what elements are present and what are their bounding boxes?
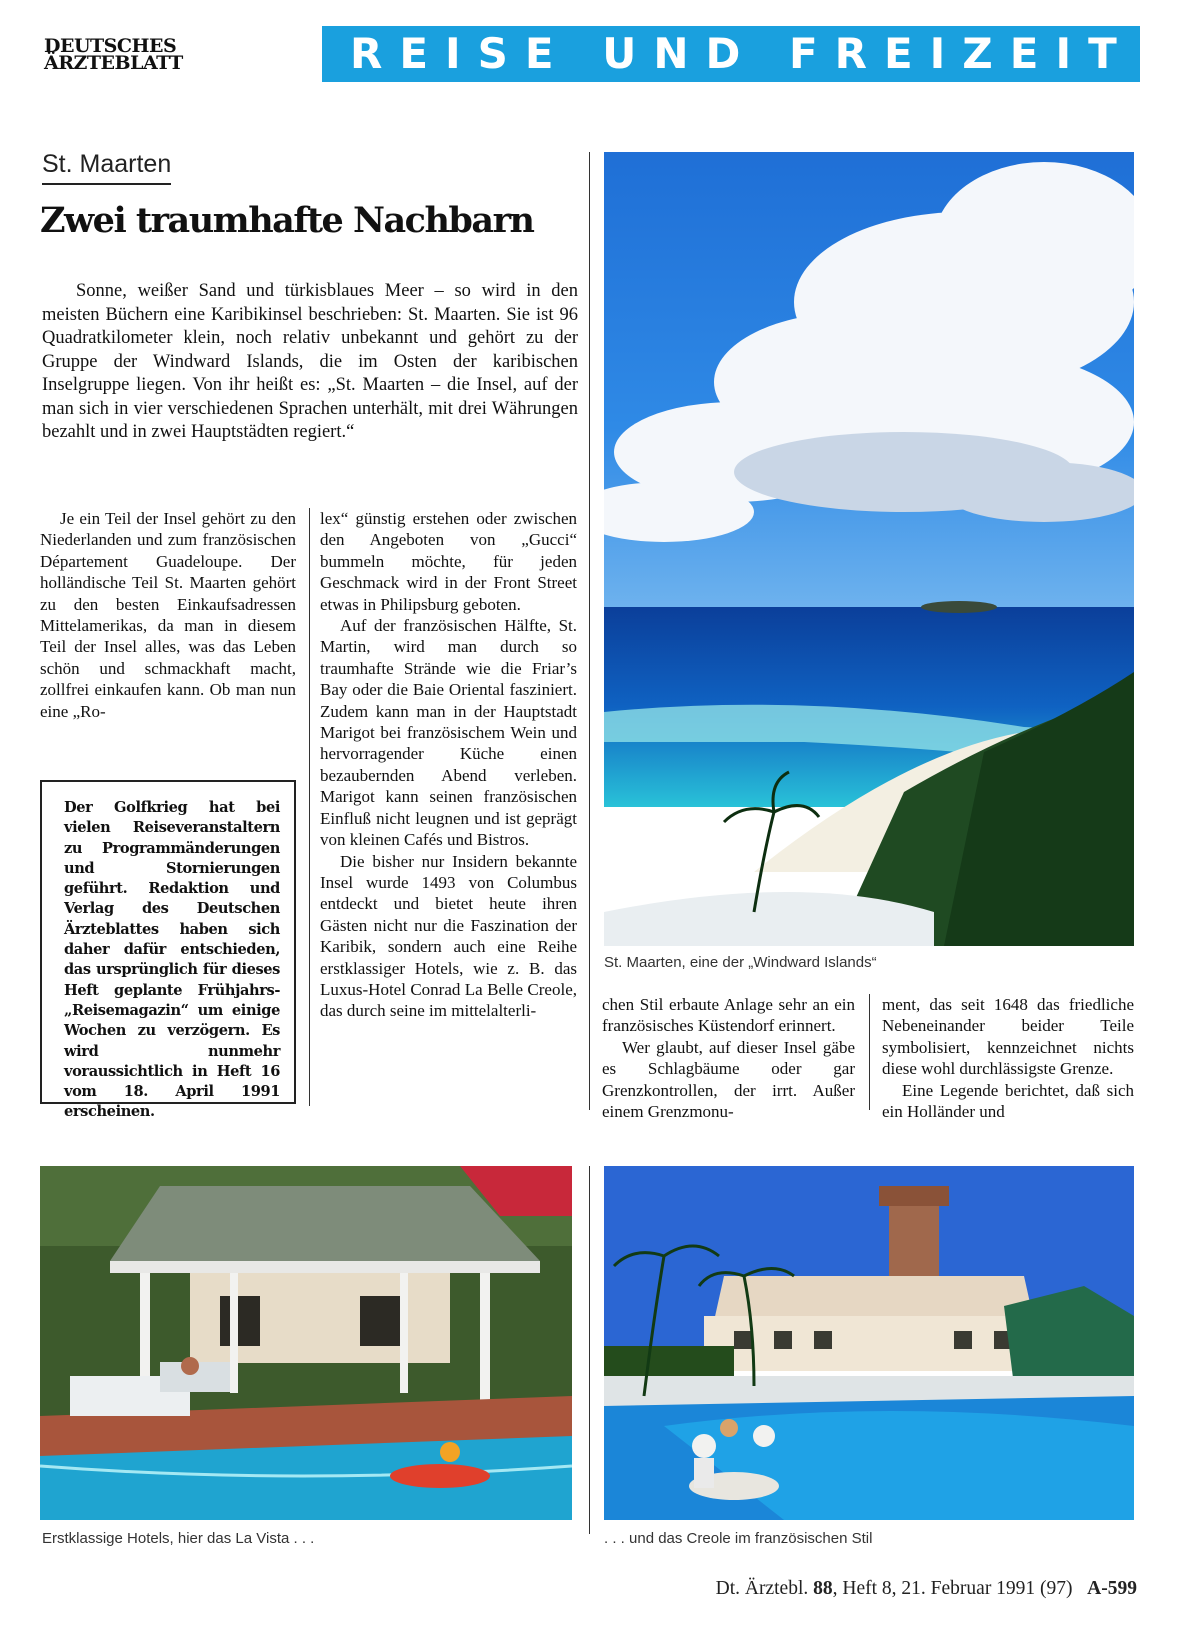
page-footer	[716, 1578, 1137, 1600]
creole-photo-illustration	[604, 1166, 1134, 1520]
la-vista-hotel-photo	[40, 1166, 572, 1520]
article-headline: Zwei traumhafte Nachbarn	[40, 200, 534, 241]
footer-journal: Dt. Ärztebl.	[715, 1578, 809, 1599]
footer-page-number: A-599	[1087, 1578, 1137, 1599]
notice-text: Der Golfkrieg hat bei vielen Reiseveranstaltern zu Programmänderungen und Stornierungen geführt. Redaktion und Verlag des Deutschen Ärzteblattes haben sich daher dafür entschieden, das ursprünglich für dieses Heft geplante Frühjahrs-„Reisemagazin“ um einige Wochen zu verzögern. Es wird nunmehr voraussichtlich in Heft 16 vom 18. April 1991 erscheinen.	[64, 799, 280, 1121]
column-rule-2	[589, 152, 590, 1110]
beach-photo-illustration	[604, 152, 1134, 946]
column-3-paragraph-1: chen Stil erbaute Anlage sehr an ein französisches Küstendorf erinnert.	[602, 995, 855, 1036]
column-rule-3	[869, 994, 870, 1110]
notice-box	[40, 780, 296, 1121]
column-rule-4	[589, 1166, 590, 1534]
masthead-line-1: DEUTSCHES	[44, 35, 177, 57]
la-vista-photo-caption: Erstklassige Hotels, hier das La Vista . . .	[42, 1530, 315, 1547]
footer-volume: 88	[813, 1578, 833, 1599]
article-intro: Sonne, weißer Sand und türkisblaues Meer – so wird in den meisten Büchern eine Karibikinsel beschrieben: St. Maarten. Sie ist 96 Quadratkilometer klein, noch relativ unbekannt und gehört zu der Gruppe der Windward Islands, die im Osten der karibischen Inselgruppe liegen. Von ihr heißt es: „St. Maarten – die Insel, auf der man sich in vier verschiedenen Sprachen unterhält, mit drei Währungen bezahlt und in zwei Hauptstädten regiert.“	[42, 281, 578, 442]
footer-issue: , Heft 8, 21. Februar 1991 (97)	[832, 1578, 1073, 1599]
column-1-paragraph: Je ein Teil der Insel gehört zu den Niederlanden und zum französischen Département Guadeloupe. Der holländische Teil St. Maarten gehört zu den besten Einkaufsadressen Mittelamerikas, da man in diesem Teil der Insel alles, was das Leben schön und schmackhaft macht, zollfrei einkaufen kann. Ob man nun eine „Ro-	[40, 509, 296, 721]
la-vista-photo-illustration	[40, 1166, 572, 1520]
article-kicker: St. Maarten	[42, 150, 171, 185]
masthead-line-2: ÄRZTEBLATT	[44, 52, 183, 74]
column-4-paragraph-2: Eine Legende berichtet, daß sich ein Holländer und	[882, 1080, 1134, 1122]
text-column-2	[320, 508, 577, 1022]
creole-photo-caption: . . . und das Creole im französischen Stil	[604, 1530, 873, 1547]
section-banner: REISE UND FREIZEIT	[322, 26, 1140, 82]
beach-photo-caption: St. Maarten, eine der „Windward Islands“	[604, 954, 877, 971]
column-2-paragraph-3: Die bisher nur Insidern bekannte Insel wurde 1493 von Columbus entdeckt und bietet heute ihren Gästen nicht nur die Faszination der Karibik, sondern auch eine Reihe erstklassiger Hotels, wie z. B. das Luxus-Hotel Conrad La Belle Creole, das durch seine im mittelalterli-	[320, 851, 577, 1021]
column-2-paragraph-2: Auf der französischen Hälfte, St. Martin, wird man durch so traumhafte Strände wie die Friar’s Bay oder die Baie Oriental fasziniert. Zudem kann man in der Hauptstadt Marigot bei französischem Wein und hervorragender Küche einen bezaubernden Abend verleben. Marigot kann seinen französischen Einfluß nicht leugnen und ist geprägt von kleinen Cafés und Bistros.	[320, 616, 577, 850]
text-column-4	[882, 994, 1134, 1122]
column-rule-1	[309, 508, 310, 1106]
text-column-1	[40, 508, 296, 722]
column-2-paragraph-1: lex“ günstig erstehen oder zwischen den Angeboten von „Gucci“ bummeln möchte, für jeden Geschmack wird in der Front Street etwas in Philipsburg geboten.	[320, 509, 577, 614]
beach-photo	[604, 152, 1134, 946]
creole-hotel-photo	[604, 1166, 1134, 1520]
column-3-paragraph-2: Wer glaubt, auf dieser Insel gäbe es Schlagbäume oder gar Grenzkontrollen, der irrt. Außer einem Grenzmonu-	[602, 1037, 855, 1122]
text-column-3	[602, 994, 855, 1122]
column-4-paragraph-1: ment, das seit 1648 das friedliche Nebeneinander beider Teile symbolisiert, kennzeichnet nichts diese wohl durchlässigste Grenze.	[882, 995, 1134, 1079]
journal-masthead	[44, 35, 224, 74]
